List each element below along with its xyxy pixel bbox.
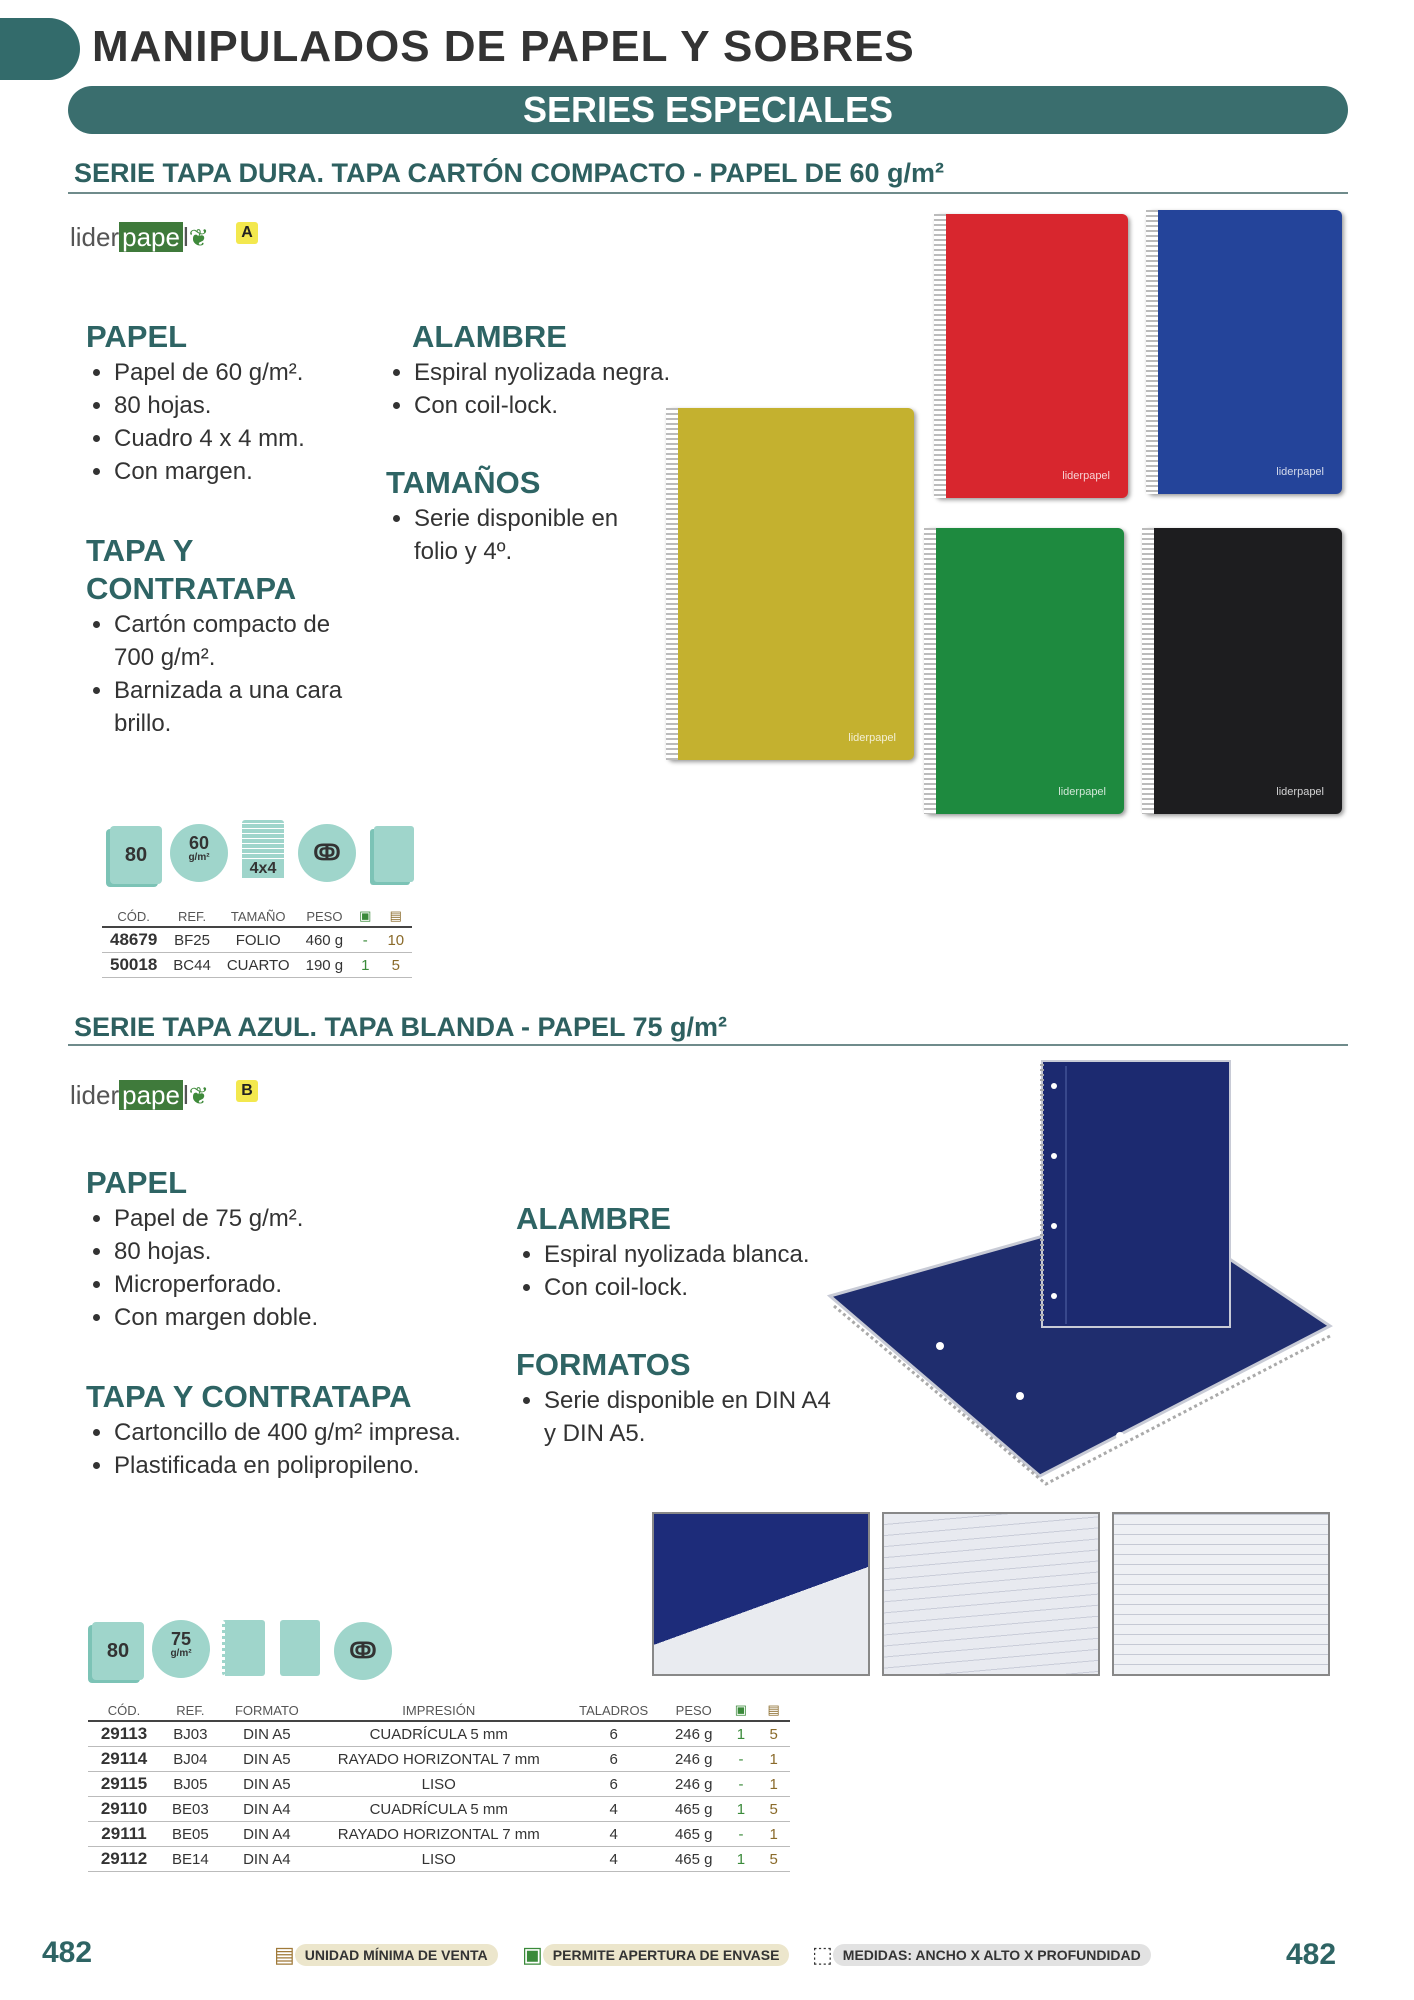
list-item: • Papel de 60 g/m². (114, 356, 386, 389)
formatos-block (516, 1346, 846, 1450)
list-item: • Con coil-lock. (414, 389, 686, 422)
spiral-icon: ↂ (334, 1622, 392, 1680)
grid-paper-detail-photo (1112, 1512, 1330, 1676)
table-cell: 5 (757, 1721, 790, 1747)
alambre-heading: ALAMBRE (516, 1201, 671, 1236)
table-cell: 465 g (663, 1822, 725, 1847)
table-cell: DIN A4 (221, 1797, 313, 1822)
table-cell: 5 (757, 1847, 790, 1872)
grid-icon: 4x4 (242, 820, 284, 878)
header-tab-decoration (0, 18, 80, 80)
table-cell: 1 (757, 1747, 790, 1772)
table-cell: 29114 (88, 1747, 160, 1772)
legend-min-unit: ▤ UNIDAD MÍNIMA DE VENTA (274, 1942, 498, 1968)
tapa-heading-2: CONTRATAPA (86, 571, 297, 606)
grammage-icon: 60 g/m² (170, 824, 228, 882)
table-cell: 246 g (663, 1747, 725, 1772)
col-header: FORMATO (221, 1700, 313, 1721)
tapa-heading-1: TAPA Y (86, 533, 194, 568)
papel-list (86, 356, 386, 488)
list-item: • Papel de 75 g/m². (114, 1202, 406, 1235)
table-cell: BE05 (160, 1822, 221, 1847)
table-cell: 29113 (88, 1721, 160, 1747)
col-header: TAMAÑO (219, 906, 298, 927)
list-item: • Cartoncillo de 400 g/m² impresa. (114, 1416, 506, 1449)
table-cell: LISO (313, 1847, 565, 1872)
leaf-icon: ❦ (188, 1083, 209, 1110)
tamanos-list (386, 502, 646, 568)
table-row (88, 1747, 790, 1772)
legend-open-pack: ▣ PERMITE APERTURA DE ENVASE (522, 1942, 789, 1968)
spiral-icon: ↂ (298, 824, 356, 882)
papel-heading: PAPEL (86, 319, 188, 354)
list-item: • Cartón compacto de 700 g/m². (114, 608, 356, 674)
col-header: PESO (663, 1700, 725, 1721)
list-item: • Barnizada a una cara brillo. (114, 674, 356, 740)
papel-list (86, 1202, 406, 1334)
notebook-red: liderpapel (934, 214, 1128, 498)
box-icon: ▤ (757, 1700, 790, 1721)
list-item: • Con coil-lock. (544, 1271, 836, 1304)
col-header: REF. (165, 906, 219, 927)
table-cell: DIN A5 (221, 1721, 313, 1747)
tapa-block (86, 1378, 506, 1482)
series-a-table (102, 906, 412, 978)
sheet-icon (280, 1620, 320, 1676)
leaf-icon: ❦ (188, 225, 209, 252)
table-cell: BE03 (160, 1797, 221, 1822)
brand-logo: lider pape l❦ (70, 1080, 209, 1110)
papel-heading: PAPEL (86, 1165, 188, 1200)
table-cell: CUADRÍCULA 5 mm (313, 1721, 565, 1747)
list-item: • 80 hojas. (114, 389, 386, 422)
papel-block (86, 1164, 406, 1334)
table-cell: 4 (565, 1797, 663, 1822)
table-row (88, 1772, 790, 1797)
open-pack-icon: ▣ (522, 1942, 543, 1967)
col-header: CÓD. (102, 906, 165, 927)
table-cell: 1 (725, 1721, 758, 1747)
table-row: 50018 BC44 CUARTO 190 g 1 5 (102, 953, 412, 978)
table-cell: 6 (565, 1772, 663, 1797)
category-badge: A (236, 222, 258, 244)
table-cell: BE14 (160, 1847, 221, 1872)
papel-block (86, 318, 386, 488)
tapa-list (86, 608, 356, 740)
table-cell: DIN A5 (221, 1747, 313, 1772)
list-item: • Serie disponible en DIN A4 y DIN A5. (544, 1384, 846, 1450)
table-cell: RAYADO HORIZONTAL 7 mm (313, 1747, 565, 1772)
table-cell: 5 (757, 1797, 790, 1822)
alambre-block (516, 1200, 836, 1304)
col-header: CÓD. (88, 1700, 160, 1721)
table-cell: - (725, 1772, 758, 1797)
col-header: REF. (160, 1700, 221, 1721)
page-number-left: 482 (42, 1936, 93, 1969)
col-header: IMPRESIÓN (313, 1700, 565, 1721)
series-a-rule (68, 192, 1348, 194)
table-cell: BJ04 (160, 1747, 221, 1772)
table-row (88, 1822, 790, 1847)
table-cell: 29111 (88, 1822, 160, 1847)
tapa-heading: TAPA Y CONTRATAPA (86, 1379, 412, 1414)
notebook-blue: liderpapel (1146, 210, 1342, 494)
microperforated-sheet-icon (222, 1620, 265, 1676)
table-cell: BJ03 (160, 1721, 221, 1747)
formatos-heading: FORMATOS (516, 1347, 691, 1382)
table-cell: - (725, 1822, 758, 1847)
table-cell: 1 (725, 1847, 758, 1872)
sheets-icon: 80 (92, 1622, 144, 1680)
table-cell: 6 (565, 1721, 663, 1747)
dimensions-icon: ⬚ (812, 1942, 833, 1967)
table-cell: DIN A4 (221, 1822, 313, 1847)
table-cell: - (725, 1747, 758, 1772)
table-row (88, 1797, 790, 1822)
table-cell: CUADRÍCULA 5 mm (313, 1797, 565, 1822)
series-b-table (88, 1700, 790, 1872)
brand-logo: lider pape l❦ (70, 222, 209, 252)
sheet-icon (374, 826, 414, 882)
table-cell: 1 (725, 1797, 758, 1822)
sheets-icon: 80 (110, 826, 162, 884)
legend-dimensions: ⬚ MEDIDAS: ANCHO X ALTO X PROFUNDIDAD (812, 1942, 1151, 1968)
box-icon: ▤ (274, 1942, 295, 1967)
table-cell: BJ05 (160, 1772, 221, 1797)
alambre-block (386, 318, 686, 422)
page-title: MANIPULADOS DE PAPEL Y SOBRES (92, 22, 915, 71)
blue-notebooks-image (820, 1056, 1340, 1496)
microperforated-detail-photo (882, 1512, 1100, 1676)
list-item: • 80 hojas. (114, 1235, 406, 1268)
table-row (88, 1721, 790, 1747)
alambre-list (516, 1238, 836, 1304)
tapa-list (86, 1416, 506, 1482)
table-row: 48679 BF25 FOLIO 460 g - 10 (102, 927, 412, 953)
list-item: • Con margen doble. (114, 1301, 406, 1334)
table-cell: 29115 (88, 1772, 160, 1797)
table-cell: 246 g (663, 1721, 725, 1747)
tamanos-heading: TAMAÑOS (386, 465, 541, 500)
table-cell: DIN A5 (221, 1772, 313, 1797)
table-cell: LISO (313, 1772, 565, 1797)
category-badge: B (236, 1080, 258, 1102)
open-pack-icon: ▣ (351, 906, 379, 927)
alambre-list (386, 356, 686, 422)
list-item: • Espiral nyolizada negra. (414, 356, 686, 389)
col-header: PESO (298, 906, 352, 927)
list-item: • Serie disponible en folio y 4º. (414, 502, 646, 568)
tapa-block (86, 532, 356, 740)
alambre-heading: ALAMBRE (412, 319, 567, 354)
series-b-title: SERIE TAPA AZUL. TAPA BLANDA - PAPEL 75 g/m² (74, 1012, 728, 1042)
list-item: • Espiral nyolizada blanca. (544, 1238, 836, 1271)
notebook-yellow: liderpapel (666, 408, 914, 760)
table-cell: 29112 (88, 1847, 160, 1872)
series-b-rule (68, 1044, 1348, 1046)
table-cell: 4 (565, 1822, 663, 1847)
table-cell: 29110 (88, 1797, 160, 1822)
spiral-detail-photo (652, 1512, 870, 1676)
col-header: TALADROS (565, 1700, 663, 1721)
table-cell: RAYADO HORIZONTAL 7 mm (313, 1822, 565, 1847)
table-cell: 1 (757, 1772, 790, 1797)
tamanos-block (386, 464, 646, 568)
series-a-title: SERIE TAPA DURA. TAPA CARTÓN COMPACTO - PAPEL DE 60 g/m² (74, 158, 945, 188)
notebook-black: liderpapel (1142, 528, 1342, 814)
table-cell: 465 g (663, 1847, 725, 1872)
table-cell: 6 (565, 1747, 663, 1772)
grammage-icon: 75 g/m² (152, 1620, 210, 1678)
box-icon: ▤ (379, 906, 412, 927)
table-cell: DIN A4 (221, 1847, 313, 1872)
open-pack-icon: ▣ (725, 1700, 758, 1721)
series-banner: SERIES ESPECIALES (68, 86, 1348, 134)
list-item: • Cuadro 4 x 4 mm. (114, 422, 386, 455)
table-row (88, 1847, 790, 1872)
formatos-list (516, 1384, 846, 1450)
table-cell: 4 (565, 1847, 663, 1872)
table-cell: 246 g (663, 1772, 725, 1797)
page-number-right: 482 (1286, 1938, 1337, 1971)
table-cell: 1 (757, 1822, 790, 1847)
list-item: • Con margen. (114, 455, 386, 488)
table-cell: 465 g (663, 1797, 725, 1822)
notebook-green: liderpapel (924, 528, 1124, 814)
list-item: • Plastificada en polipropileno. (114, 1449, 506, 1482)
list-item: • Microperforado. (114, 1268, 406, 1301)
